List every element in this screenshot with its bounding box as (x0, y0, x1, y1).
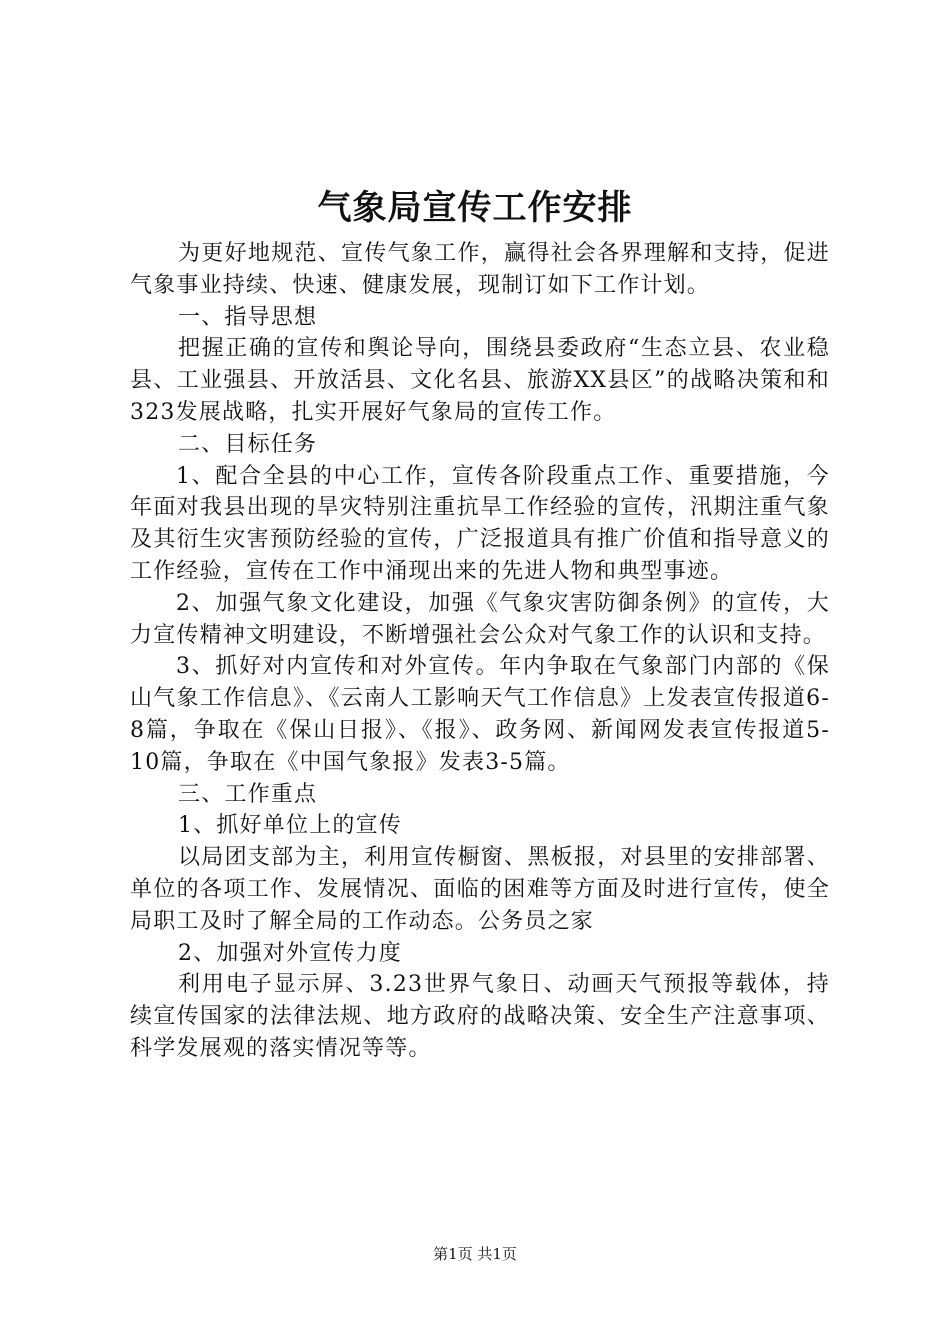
section-heading-key-work: 三、工作重点 (178, 781, 318, 807)
intro-paragraph: 为更好地规范、宣传气象工作，赢得社会各界理解和支持，促进气象事业持续、快速、健康发展，现制订如下工作计划。 (130, 241, 830, 298)
key-work-paragraph-1: 以局团支部为主，利用宣传橱窗、黑板报，对县里的安排部署、单位的各项工作、发展情况、面临的困难等方面及时进行宣传，使全局职工及时了解全局的工作动态。公务员之家 (130, 845, 830, 934)
document-body (130, 238, 830, 1065)
document-title: 气象局宣传工作安排 (317, 188, 633, 228)
goal-item-2: 2、加强气象文化建设，加强《气象灾害防御条例》的宣传，大力宣传精神文明建设，不断增强社会公众对气象工作的认识和支持。 (130, 590, 830, 648)
section-heading-guiding-ideology: 一、指导思想 (178, 304, 318, 330)
page-footer: 第1页 共1页 (433, 1245, 517, 1263)
guiding-ideology-paragraph: 把握正确的宣传和舆论导向，围绕县委政府“生态立县、农业稳县、工业强县、开放活县、文化名县、旅游XX县区”的战略决策和和323发展战略，扎实开展好气象局的宣传工作。 (130, 336, 830, 425)
key-work-subheading-2: 2、加强对外宣传力度 (178, 940, 402, 966)
goal-item-1: 1、配合全县的中心工作，宣传各阶段重点工作、重要措施，今年面对我县出现的旱灾特别注重抗旱工作经验的宣传，汛期注重气象及其衍生灾害预防经验的宣传，广泛报道具有推广价值和指导意义的工作经验，宣传在工作中涌现出来的先进人物和典型事迹。 (130, 463, 830, 584)
key-work-subheading-1: 1、抓好单位上的宣传 (178, 813, 402, 839)
key-work-paragraph-2: 利用电子显示屏、3.23世界气象日、动画天气预报等载体，持续宣传国家的法律法规、地方政府的战略决策、安全生产注意事项、科学发展观的落实情况等等。 (130, 972, 830, 1061)
goal-item-3: 3、抓好对内宣传和对外宣传。年内争取在气象部门内部的《保山气象工作信息》、《云南人工影响天气工作信息》上发表宣传报道6-8篇，争取在《保山日报》、《报》、政务网、新闻网发表宣传报道5-10篇，争取在《中国气象报》发表3-5篇。 (130, 654, 830, 775)
section-heading-goals: 二、目标任务 (178, 431, 318, 457)
